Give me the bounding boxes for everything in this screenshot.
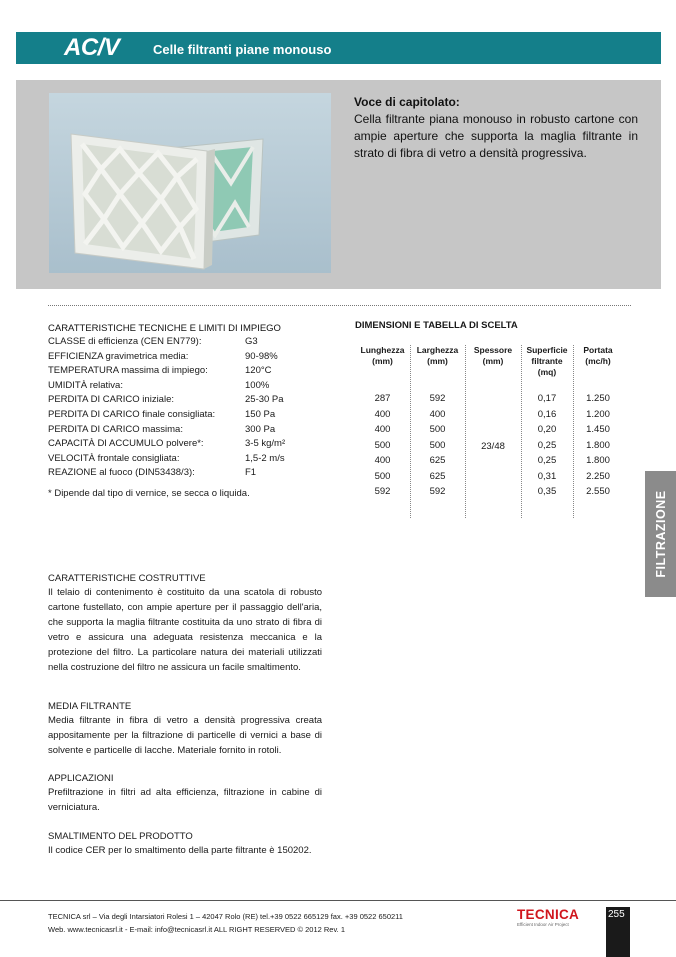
table-cell: 0,16	[537, 408, 557, 420]
footer-address: TECNICA srl – Via degli Intarsiatori Rolesi 1 – 42047 Rolo (RE) tel.+39 0522 665129 fax. +39 0522 650211	[48, 912, 403, 921]
costruttive-section	[48, 572, 322, 675]
col-header: Portata (mc/h)	[583, 345, 613, 366]
page-number-box	[606, 907, 630, 957]
table-cell: 500	[374, 470, 391, 482]
spec-label: PERDITA DI CARICO finale consigliata:	[48, 408, 216, 420]
table-cell: 400	[429, 408, 446, 420]
section-text: Il telaio di contenimento è costituito da una scatola di robusto cartone fustellato, con ampie aperture per il passaggio dell'aria, che supporta la maglia filtrante costituita da uno strato di fibra di vetro e assicura una adeguata resistenza meccanica e la protezione del filtro. La particolare natura dei materiali utilizzati nella costruzione del filtro ne assicura un facile smaltimento.	[48, 587, 322, 673]
col-portata	[573, 345, 623, 500]
table-cell: 625	[429, 470, 446, 482]
spec-value: 100%	[245, 379, 270, 391]
table-cell: 592	[429, 393, 446, 404]
spec-label: PERDITA DI CARICO iniziale:	[48, 394, 174, 406]
logo-name: TECNICA	[517, 907, 580, 922]
col-lunghezza	[355, 345, 410, 500]
product-code: AC/V	[64, 34, 120, 61]
table-cell: 500	[429, 424, 446, 435]
spec-label: CAPACITÀ DI ACCUMULO polvere*:	[48, 438, 204, 450]
table-cell: 287	[374, 393, 391, 404]
col-spessore	[465, 345, 521, 381]
table-cell: 500	[374, 439, 391, 451]
smaltimento-section	[48, 830, 322, 858]
specs-note: * Dipende dal tipo di vernice, se secca o liquida.	[48, 488, 250, 499]
section-heading: SMALTIMENTO DEL PRODOTTO	[48, 831, 193, 842]
spessore-value: 23/48	[481, 441, 505, 452]
table-cell: 400	[374, 455, 391, 466]
specs-title: CARATTERISTICHE TECNICHE E LIMITI DI IMPIEGO	[48, 323, 281, 334]
table-cell: 400	[374, 408, 391, 420]
spec-value: 1,5-2 m/s	[245, 452, 285, 464]
spec-value: 90-98%	[245, 350, 278, 362]
table-cell: 0,31	[537, 470, 557, 482]
col-header: Lunghezza (mm)	[360, 345, 405, 366]
voce-text: Cella filtrante piana monouso in robusto cartone con ampie aperture che supporta la maglia filtrante in strato di fibra di vetro a densità progressiva.	[354, 112, 638, 160]
side-tab-label: FILTRAZIONE	[653, 490, 668, 578]
voce-title: Voce di capitolato:	[354, 95, 460, 109]
table-cell: 0,17	[537, 393, 557, 404]
table-cell: 1.450	[586, 424, 610, 435]
table-cell: 592	[429, 486, 446, 497]
table-cell: 1.250	[586, 393, 610, 404]
col-header: Superficie filtrante (mq)	[526, 345, 568, 377]
table-cell: 592	[374, 486, 391, 497]
footer-web: Web. www.tecnicasrl.it - E-mail: info@tecnicasrl.it ALL RIGHT RESERVED © 2012 Rev. 1	[48, 925, 345, 934]
section-heading: CARATTERISTICHE COSTRUTTIVE	[48, 573, 206, 584]
spec-value: 120°C	[245, 365, 272, 377]
col-header: Spessore (mm)	[473, 345, 513, 366]
section-text: Media filtrante in fibra di vetro a densità progressiva creata appositamente per la filtrazione di particelle di vernici a base di solvente e particelle di lacche. Materiale fornito in rotoli.	[48, 715, 322, 756]
company-logo	[517, 907, 579, 927]
header-bar	[16, 32, 661, 64]
spec-label: CLASSE di efficienza (CEN EN779):	[48, 336, 202, 347]
logo-tagline: Efficient Indoor Air Project	[517, 922, 569, 927]
spec-label: PERDITA DI CARICO massima:	[48, 423, 183, 435]
table-cell: 500	[429, 439, 446, 451]
section-side-tab	[645, 471, 676, 597]
product-panel	[16, 80, 661, 289]
spec-value: F1	[245, 467, 257, 479]
footer-contacts	[48, 910, 403, 936]
col-header: Larghezza (mm)	[416, 345, 459, 366]
table-cell: 1.800	[586, 455, 610, 466]
table-cell: 625	[429, 455, 446, 466]
footer-divider	[0, 900, 676, 901]
media-section	[48, 700, 322, 758]
section-divider	[48, 305, 631, 306]
spec-label: UMIDITÀ relativa:	[48, 379, 123, 391]
table-cell: 0,20	[537, 424, 557, 435]
table-title: DIMENSIONI E TABELLA DI SCELTA	[355, 320, 518, 331]
page-number: 255	[608, 909, 625, 920]
spec-value: 300 Pa	[245, 423, 276, 435]
section-text: Il codice CER per lo smaltimento della parte filtrante è 150202.	[48, 845, 312, 856]
product-photo	[49, 93, 331, 273]
dimensions-table	[355, 345, 623, 518]
table-cell: 2.250	[586, 470, 610, 482]
section-text: Prefiltrazione in filtri ad alta efficienza, filtrazione in cabine di verniciatura.	[48, 787, 322, 813]
table-cell: 0,35	[537, 486, 557, 497]
spec-label: TEMPERATURA massima di impiego:	[48, 365, 208, 377]
table-cell: 2.550	[586, 486, 610, 497]
col-larghezza	[410, 345, 465, 500]
col-superficie	[521, 345, 573, 500]
table-cell: 400	[374, 424, 391, 435]
spec-label: REAZIONE al fuoco (DIN53438/3):	[48, 467, 195, 479]
table-cell: 0,25	[537, 455, 557, 466]
section-heading: MEDIA FILTRANTE	[48, 701, 132, 712]
applicazioni-section	[48, 772, 322, 815]
table-cell: 1.800	[586, 439, 610, 451]
table-cell: 0,25	[537, 439, 557, 451]
product-title: Celle filtranti piane monouso	[153, 42, 332, 57]
spec-label: EFFICIENZA gravimetrica media:	[48, 350, 189, 362]
spec-value: 25-30 Pa	[245, 394, 284, 406]
table-cell: 1.200	[586, 408, 610, 420]
spec-value: G3	[245, 336, 258, 347]
section-heading: APPLICAZIONI	[48, 773, 114, 784]
spec-value: 150 Pa	[245, 408, 276, 420]
spec-value: 3-5 kg/m²	[245, 438, 286, 450]
spec-label: VELOCITÀ frontale consigliata:	[48, 452, 180, 464]
